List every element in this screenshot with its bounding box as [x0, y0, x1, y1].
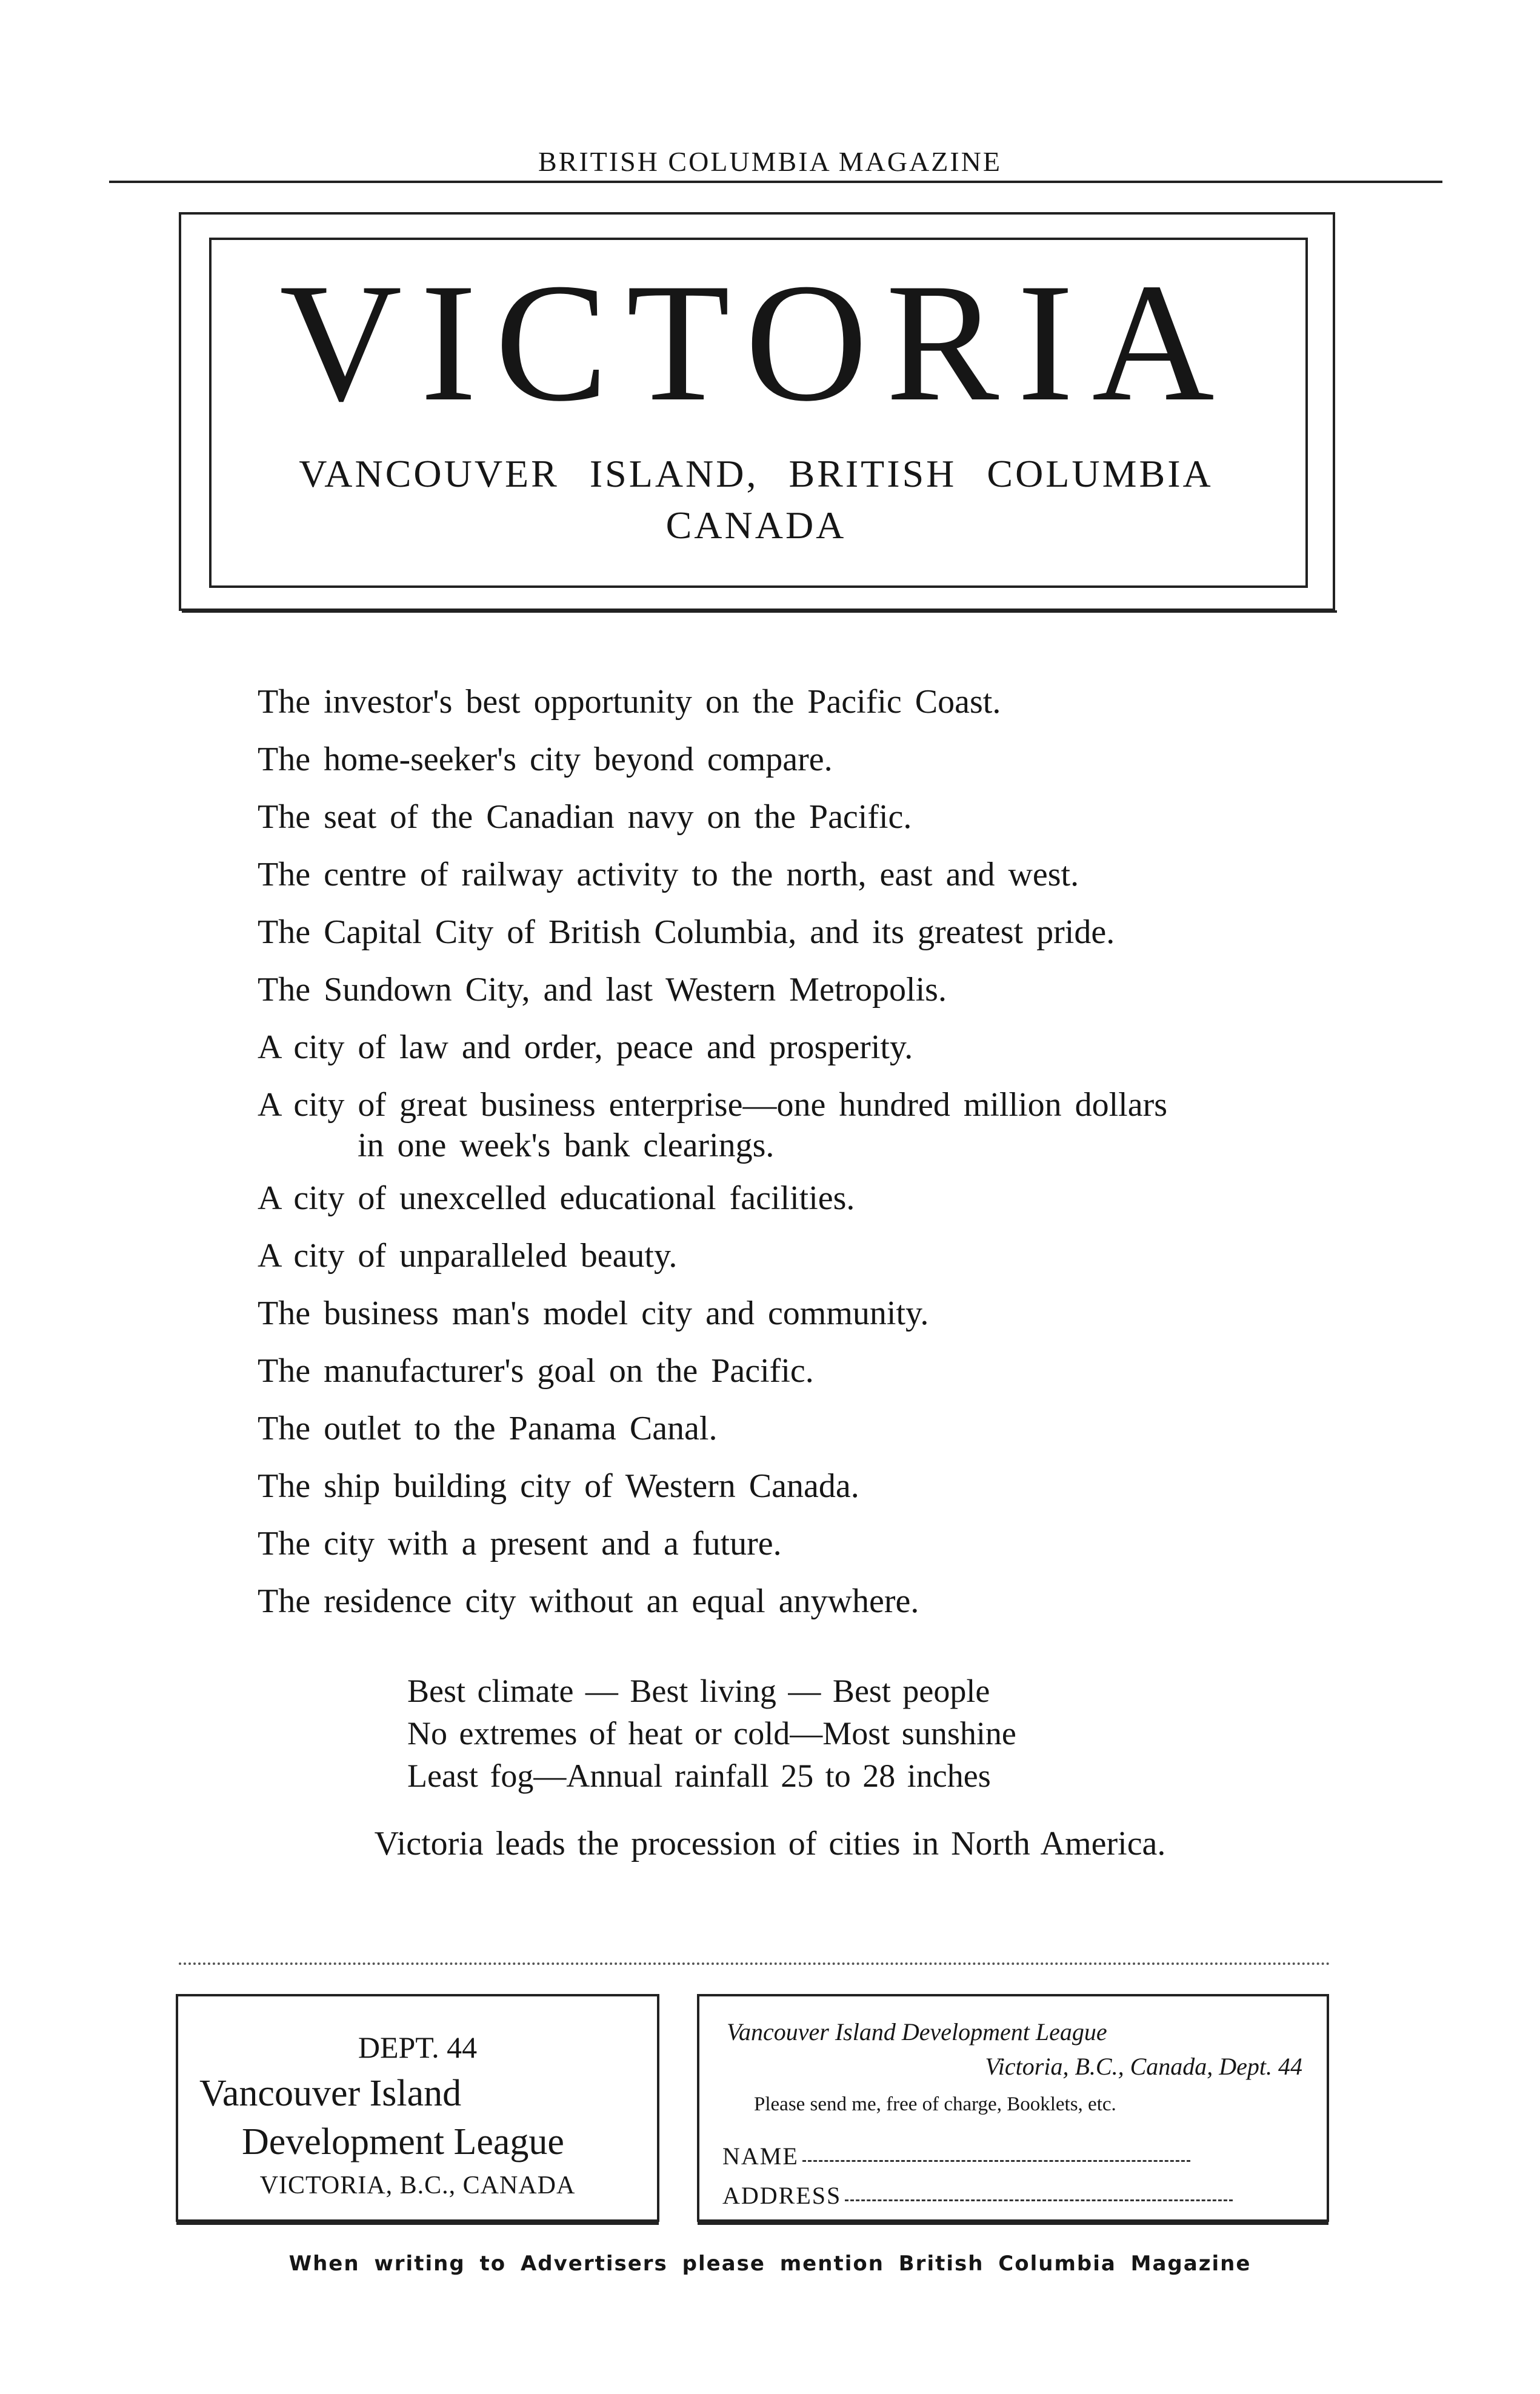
claim-item: The Capital City of British Columbia, and its greatest pride.: [258, 913, 1115, 951]
lead-line: Victoria leads the procession of cities in North America.: [374, 1825, 1166, 1862]
claim-item: The investor's best opportunity on the Pacific Coast.: [258, 683, 1001, 721]
coupon-address: Victoria, B.C., Canada, Dept. 44: [985, 2053, 1302, 2080]
league-name-line2: Development League: [242, 2121, 564, 2162]
claim-item: The city with a present and a future.: [258, 1525, 782, 1562]
claim-item: A city of unexcelled educational facilities.: [258, 1179, 855, 1217]
claim-item: A city of unparalleled beauty.: [258, 1237, 678, 1275]
running-head: BRITISH COLUMBIA MAGAZINE: [538, 146, 1002, 177]
claim-item: The home-seeker's city beyond compare.: [258, 741, 833, 778]
name-label: NAME: [722, 2142, 799, 2170]
banner-country: CANADA: [665, 504, 847, 547]
league-address-box: [176, 1994, 659, 2222]
dept-label: DEPT. 44: [358, 2030, 478, 2064]
banner-subtitle: VANCOUVER ISLAND, BRITISH COLUMBIA: [299, 452, 1213, 495]
claim-item: The business man's model city and community.: [258, 1295, 929, 1332]
claim-item: A city of law and order, peace and prosperity.: [258, 1029, 913, 1066]
coupon-request: Please send me, free of charge, Booklets, etc.: [754, 2093, 1116, 2115]
climate-line: No extremes of heat or cold—Most sunshine: [407, 1715, 1016, 1752]
claims-list: [258, 682, 1348, 1639]
league-name-line1: Vancouver Island: [199, 2073, 462, 2114]
banner-title: VICTORIA: [279, 248, 1233, 436]
climate-block: [407, 1670, 1316, 1797]
claim-item: The ship building city of Western Canada.: [258, 1467, 859, 1505]
address-field[interactable]: [722, 2181, 1298, 2210]
claim-item: The manufacturer's goal on the Pacific.: [258, 1352, 814, 1390]
claim-item: A city of great business enterprise—one hundred million dollars in one week's bank clearings.: [258, 1085, 1348, 1166]
cut-line: [179, 1962, 1330, 1965]
header-rule: [109, 181, 1442, 183]
footer-note: When writing to Advertisers please mention British Columbia Magazine: [288, 2252, 1252, 2276]
claim-item: The centre of railway activity to the north, east and west.: [258, 856, 1079, 893]
name-field[interactable]: [722, 2142, 1298, 2170]
name-blank[interactable]: [802, 2160, 1190, 2162]
coupon-league: Vancouver Island Development League: [727, 2018, 1107, 2046]
league-place: VICTORIA, B.C., CANADA: [259, 2172, 576, 2199]
claim-item: The seat of the Canadian navy on the Pacific.: [258, 798, 912, 836]
claim-continuation: in one week's bank clearings.: [358, 1127, 775, 1164]
banner-bottom-rule: [182, 610, 1337, 613]
claim-item: The residence city without an equal anywhere.: [258, 1582, 919, 1620]
climate-line: Best climate — Best living — Best people: [407, 1673, 990, 1709]
address-label: ADDRESS: [722, 2182, 842, 2209]
climate-line: Least fog—Annual rainfall 25 to 28 inches: [407, 1758, 991, 1794]
order-coupon: [697, 1994, 1329, 2222]
claim-item: The outlet to the Panama Canal.: [258, 1410, 718, 1447]
claim-item: The Sundown City, and last Western Metropolis.: [258, 971, 947, 1009]
address-blank[interactable]: [845, 2199, 1233, 2201]
